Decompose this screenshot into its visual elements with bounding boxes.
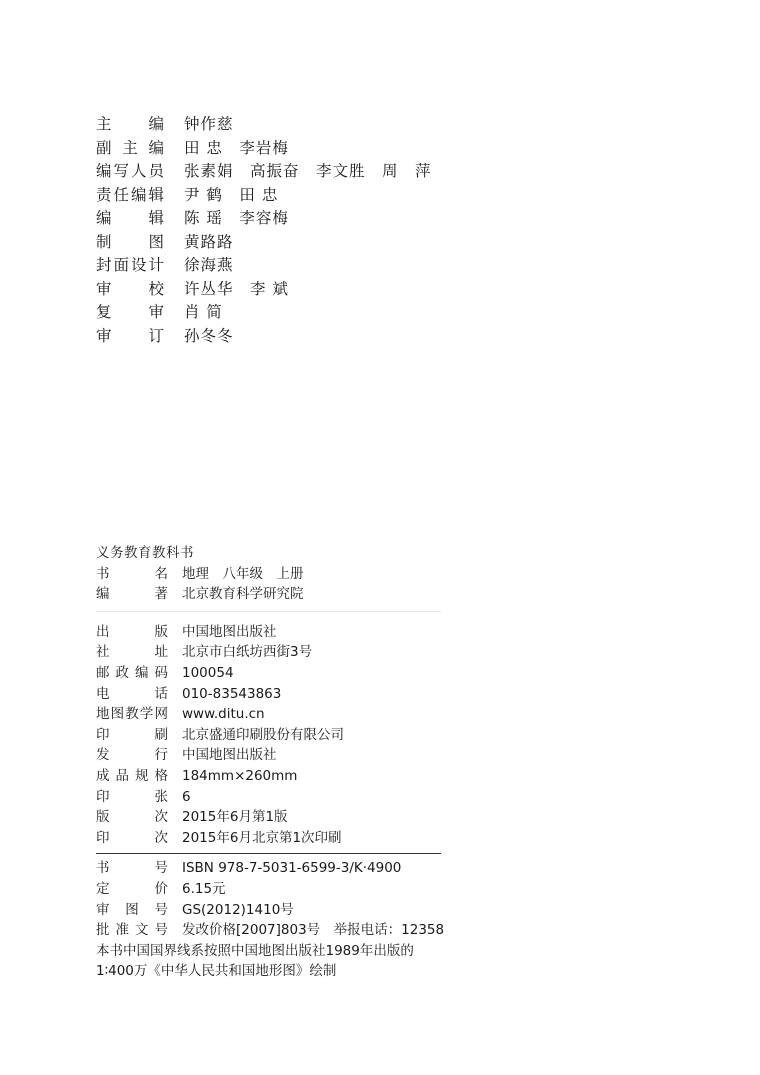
credit-row	[96, 325, 432, 349]
credit-value: 张素娟 高振奋 李文胜 周 萍	[184, 162, 432, 180]
publish-info-label: 社址	[96, 644, 168, 661]
publish-info-label: 邮政编码	[96, 664, 168, 681]
credit-label: 封面设计	[96, 256, 164, 274]
credit-value: 尹 鹤 田 忠	[184, 185, 279, 204]
book-info-row	[96, 584, 441, 605]
publish-info-label: 成品规格	[96, 767, 168, 784]
publish-info-row	[96, 663, 441, 684]
credit-value: 黄路路	[184, 232, 234, 251]
credit-value: 陈 瑶 李容梅	[184, 209, 289, 227]
colophon-block	[96, 543, 445, 982]
pricing-info-value: ISBN 978-7-5031-6599-3/K·4900	[182, 860, 402, 877]
credit-value: 徐海燕	[184, 256, 234, 274]
book-info-row	[96, 564, 441, 585]
credit-value: 田 忠 李岩梅	[184, 138, 289, 157]
publish-info-value: www.ditu.cn	[182, 706, 265, 723]
credit-label: 编写人员	[96, 162, 164, 180]
publish-info-label: 出版	[96, 623, 168, 640]
boundary-note-line: 1∶400万《中华人民共和国地形图》绘制	[96, 963, 337, 980]
credit-value: 肖 简	[184, 303, 223, 321]
credit-label: 编辑	[96, 209, 164, 227]
credit-row	[96, 137, 432, 161]
publish-info-label: 印张	[96, 788, 168, 805]
publish-info-value: 2015年6月第1版	[182, 809, 288, 826]
credit-label: 审校	[96, 279, 164, 298]
credit-label: 审订	[96, 326, 164, 345]
credits-block	[96, 113, 432, 348]
pricing-info-row	[96, 858, 441, 879]
credit-label: 主编	[96, 115, 164, 133]
credit-label: 制图	[96, 232, 164, 251]
book-info-value: 北京教育科学研究院	[182, 586, 304, 603]
boundary-note-line: 本书中国国界线系按照中国地图出版社1989年出版的	[96, 942, 414, 959]
publish-info-value: 中国地图出版社	[182, 747, 277, 764]
pricing-info-row	[96, 879, 441, 900]
publish-info-row	[96, 787, 441, 808]
pricing-info-label: 定价	[96, 880, 168, 897]
publish-info-row	[96, 622, 441, 643]
publish-info-value: 北京市白纸坊西街3号	[182, 644, 313, 661]
publish-info-value: 中国地图出版社	[182, 623, 277, 640]
divider-thick	[96, 853, 441, 854]
publish-info-row	[96, 766, 441, 787]
pricing-info-value: GS(2012)1410号	[182, 901, 294, 918]
publish-info-row	[96, 745, 441, 766]
publish-info-row	[96, 807, 441, 828]
book-info-label: 编著	[96, 586, 168, 603]
pricing-info-label: 书号	[96, 860, 168, 877]
publish-info-value: 2015年6月北京第1次印刷	[182, 829, 342, 846]
book-info-value: 地理 八年级 上册	[182, 565, 304, 582]
pricing-info-row	[96, 920, 445, 941]
publish-info-value: 100054	[182, 664, 234, 681]
pricing-info-label: 批准文号	[96, 922, 168, 939]
publish-info-value: 010-83543863	[182, 685, 282, 702]
credit-label: 副主编	[96, 138, 164, 157]
credit-value: 钟作慈	[184, 115, 234, 133]
publish-info-label: 地图教学网	[96, 706, 168, 723]
publish-info-value: 184mm×260mm	[182, 767, 298, 784]
credit-row	[96, 160, 432, 184]
credit-row	[96, 254, 432, 278]
credit-value: 孙冬冬	[184, 326, 234, 345]
publish-info-label: 版次	[96, 809, 168, 826]
pricing-info-value: 6.15元	[182, 880, 226, 897]
credit-row	[96, 231, 432, 255]
credit-row	[96, 301, 432, 325]
pricing-info-row	[96, 900, 441, 921]
publish-info-label: 印刷	[96, 726, 168, 743]
credit-row	[96, 278, 432, 302]
pricing-info-label: 审图号	[96, 901, 168, 918]
credit-label: 复审	[96, 303, 164, 321]
publish-info-row	[96, 704, 441, 725]
publish-info-label: 发行	[96, 747, 168, 764]
publish-info-row	[96, 684, 441, 705]
publish-info-row	[96, 725, 441, 746]
publish-info-value: 北京盛通印刷股份有限公司	[182, 726, 344, 743]
book-info-label: 书名	[96, 565, 168, 582]
credit-row	[96, 207, 432, 231]
divider-thin	[96, 611, 441, 612]
credit-value: 许丛华 李 斌	[184, 279, 289, 298]
publish-info-row	[96, 828, 441, 849]
credit-label: 责任编辑	[96, 185, 164, 204]
series-title: 义务教育教科书	[96, 545, 194, 561]
publish-info-label: 电话	[96, 685, 168, 702]
credit-row	[96, 184, 432, 208]
credit-row	[96, 113, 432, 137]
publish-info-value: 6	[182, 788, 191, 805]
publish-info-row	[96, 642, 441, 663]
pricing-info-value: 发改价格[2007]803号 举报电话：12358	[182, 922, 445, 939]
publish-info-label: 印次	[96, 829, 168, 846]
